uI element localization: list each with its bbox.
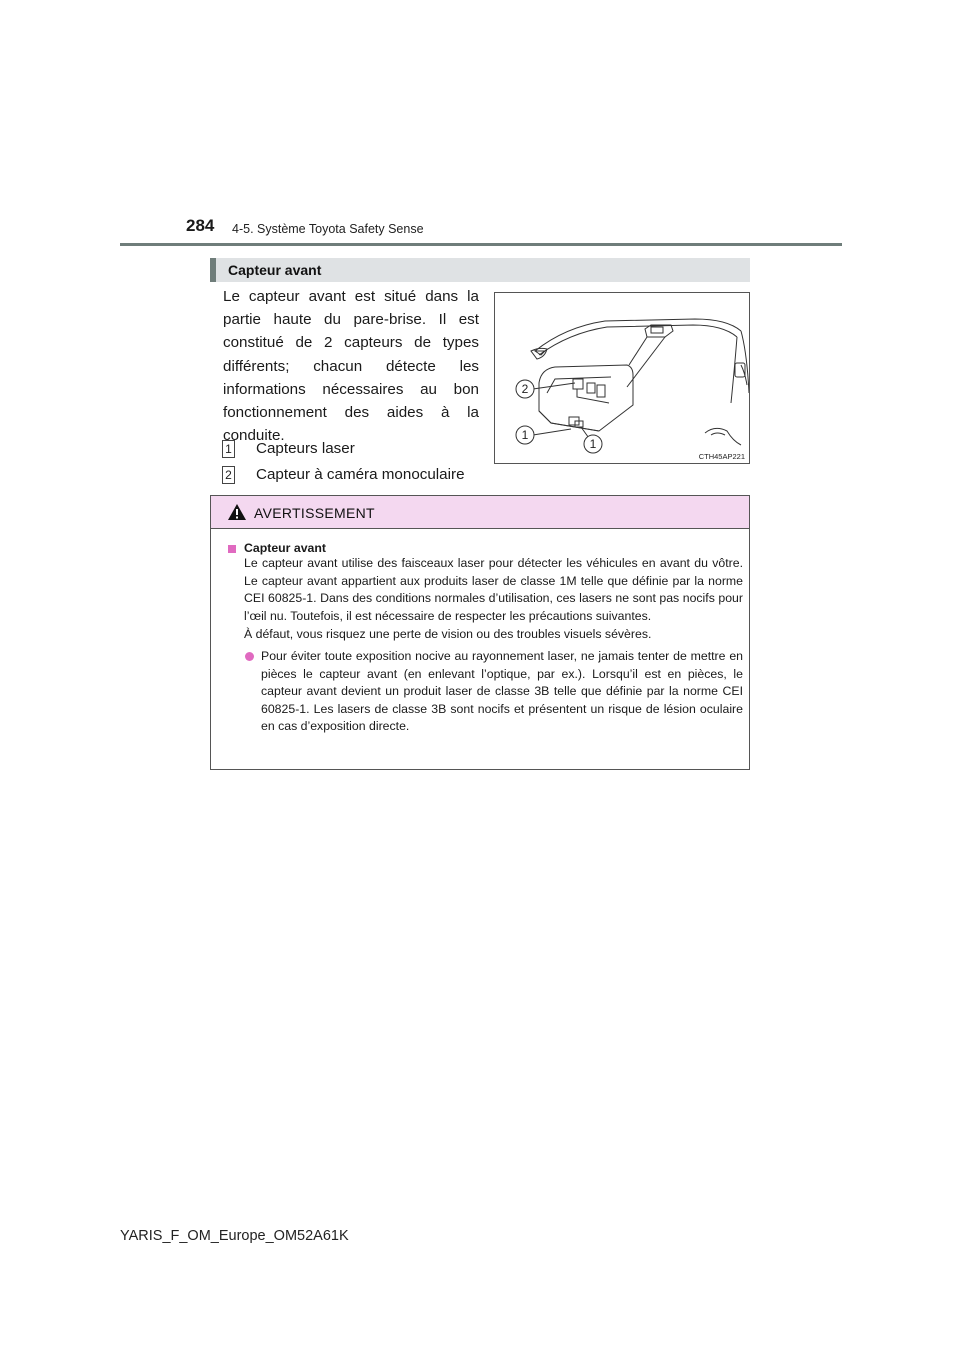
sensor-illustration bbox=[494, 292, 750, 464]
footer-document-code: YARIS_F_OM_Europe_OM52A61K bbox=[120, 1228, 349, 1244]
warning-consequence: À défaut, vous risquez une perte de vision ou des troubles visuels sévères. bbox=[244, 627, 652, 642]
callout-1: 1 bbox=[589, 437, 597, 451]
warning-paragraph: Le capteur avant utilise des faisceaux laser pour détecter les véhicules en avant du vôtre. Le capteur avant appartient aux produits laser de classe 1M telle que définie par la norme CEI 60825-1. Dans des conditions normales d’utilisation, ces lasers ne sont pas nocifs pour l’œil nu. Toutefois, il est nécessaire de respecter les précautions suivantes. bbox=[244, 556, 743, 623]
legend-number: 2 bbox=[222, 466, 235, 484]
legend-label: Capteur à caméra monoculaire bbox=[256, 466, 465, 483]
square-bullet-icon bbox=[228, 545, 236, 553]
circle-bullet-icon bbox=[245, 652, 254, 661]
callout-1: 1 bbox=[521, 428, 529, 442]
windshield-sensor-drawing bbox=[495, 293, 750, 464]
page-number: 284 bbox=[186, 216, 215, 235]
section-reference: 4-5. Système Toyota Safety Sense bbox=[232, 222, 424, 236]
callout-2: 2 bbox=[521, 382, 529, 396]
header-rule bbox=[120, 243, 842, 246]
warning-bullet bbox=[244, 648, 743, 736]
intro-paragraph: Le capteur avant est situé dans la partie haute du pare-brise. Il est constitué de 2 capteurs de types différents; chacun détecte les informations nécessaires au bon fonctionnement des aides à la conduite. bbox=[223, 288, 479, 445]
section-heading-bar bbox=[210, 258, 750, 282]
legend-number: 1 bbox=[222, 440, 235, 458]
warning-box bbox=[210, 495, 750, 770]
figure-code: CTH45AP221 bbox=[698, 452, 745, 461]
warning-body bbox=[227, 541, 743, 736]
warning-triangle-icon bbox=[227, 503, 247, 521]
section-title: Capteur avant bbox=[228, 262, 322, 278]
warning-bullet-text: Pour éviter toute exposition nocive au rayonnement laser, ne jamais tenter de mettre en pièces le capteur avant (en enlevant l’optique, par ex.). Lorsqu’il est en pièces, le capteur avant devient un produit laser de classe 3B telle que définie par la norme CEI 60825-1. Les lasers de classe 3B sont nocifs et présentent un risque de lésion oculaire en cas d’exposition directe. bbox=[261, 648, 743, 734]
warning-topic-title: Capteur avant bbox=[244, 541, 327, 555]
legend-label: Capteurs laser bbox=[256, 440, 355, 457]
warning-title: AVERTISSEMENT bbox=[254, 505, 375, 521]
warning-header bbox=[211, 496, 749, 529]
